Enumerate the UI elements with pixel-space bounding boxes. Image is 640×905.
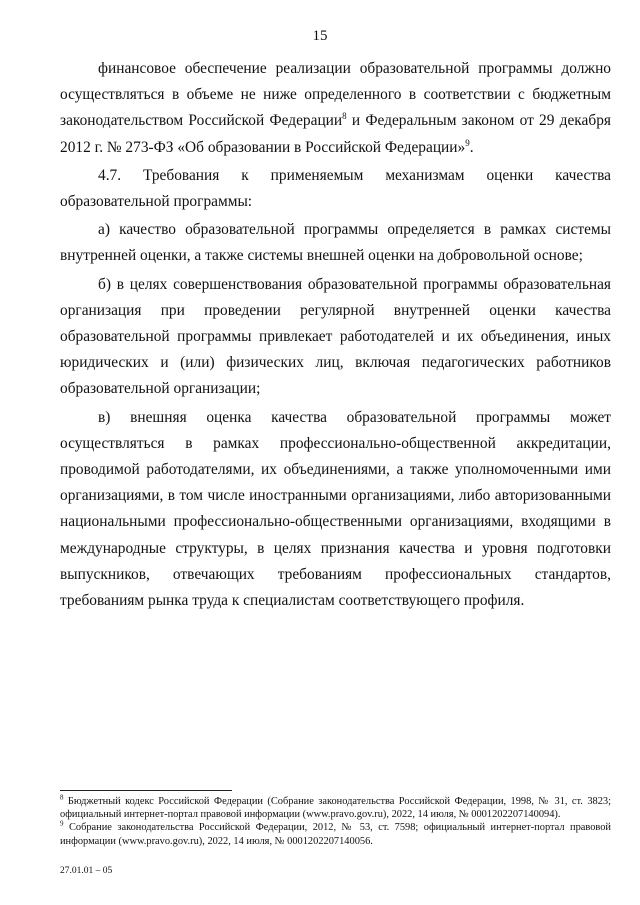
paragraph-item-v: в) внешняя оценка качества образовательной программы может осуществляться в рамках профессионально-общественной аккредитации, проводимой работодателями, их объединениями, а также уполномоченными ими организациями, в том числе иностранными организациями, либо авторизованными национальными профессионально-общественными организациями, входящими в международные структуры, в целях признания качества и уровня подготовки выпускников, отвечающих требованиям профессиональных стандартов, требованиям рынка труда к специалистам соответствующего профиля. (60, 408, 611, 610)
paragraph-funding (60, 56, 611, 161)
paragraph-text: . (469, 138, 474, 156)
footnote-8 (60, 795, 611, 821)
footnote-mark: 9 (60, 819, 64, 828)
paragraph-item-a: а) качество образовательной программы определяется в рамках системы внутренней оценки, а также системы внешней оценки на добровольной основе; (60, 221, 611, 265)
page-number: 15 (312, 28, 328, 44)
footnote-text: Собрание законодательства Российской Федерации, 2012, № 53, ст. 7598; официальный интернет-портал правовой информации (www.pravo.gov.ru), 2022, 14 июля, № 0001202207140056. (60, 822, 611, 847)
footnotes (60, 790, 611, 848)
footnote-9 (60, 821, 611, 847)
footnote-ref-9[interactable]: 9 (465, 137, 470, 148)
paragraph-section-4-7: 4.7. Требования к применяемым механизмам оценки качества образовательной программы: (60, 166, 611, 211)
body-text (60, 56, 611, 614)
paragraph-item-b: б) в целях совершенствования образовательной программы образовательная организация при проведении регулярной внутренней оценки качества образовательной программы привлекает работодателей и их объединения, иных юридических и (или) физических лиц, включая педагогических работников образовательной организации; (60, 275, 611, 398)
paragraph-text: и Федеральным законом от 29 декабря 2012 г. № 273-ФЗ «Об образовании в Российской Федерации» (60, 112, 611, 156)
footnote-divider (60, 790, 232, 791)
document-code: 27.01.01 – 05 (60, 866, 113, 876)
paragraph-text: финансовое обеспечение реализации образовательной программы должно осуществляться в объеме не ниже определенного в соответствии с бюджетным законодательством Российской Федерации (60, 60, 611, 130)
footnote-mark: 8 (60, 793, 64, 802)
footnote-ref-8[interactable]: 8 (342, 111, 347, 122)
footnote-text: Бюджетный кодекс Российской Федерации (Собрание законодательства Российской Федерации, 1998, № 31, ст. 3823; официальный интернет-портал правовой информации (www.pravo.gov.ru), 2022, 14 июля, № 0001202207140094). (60, 796, 611, 821)
